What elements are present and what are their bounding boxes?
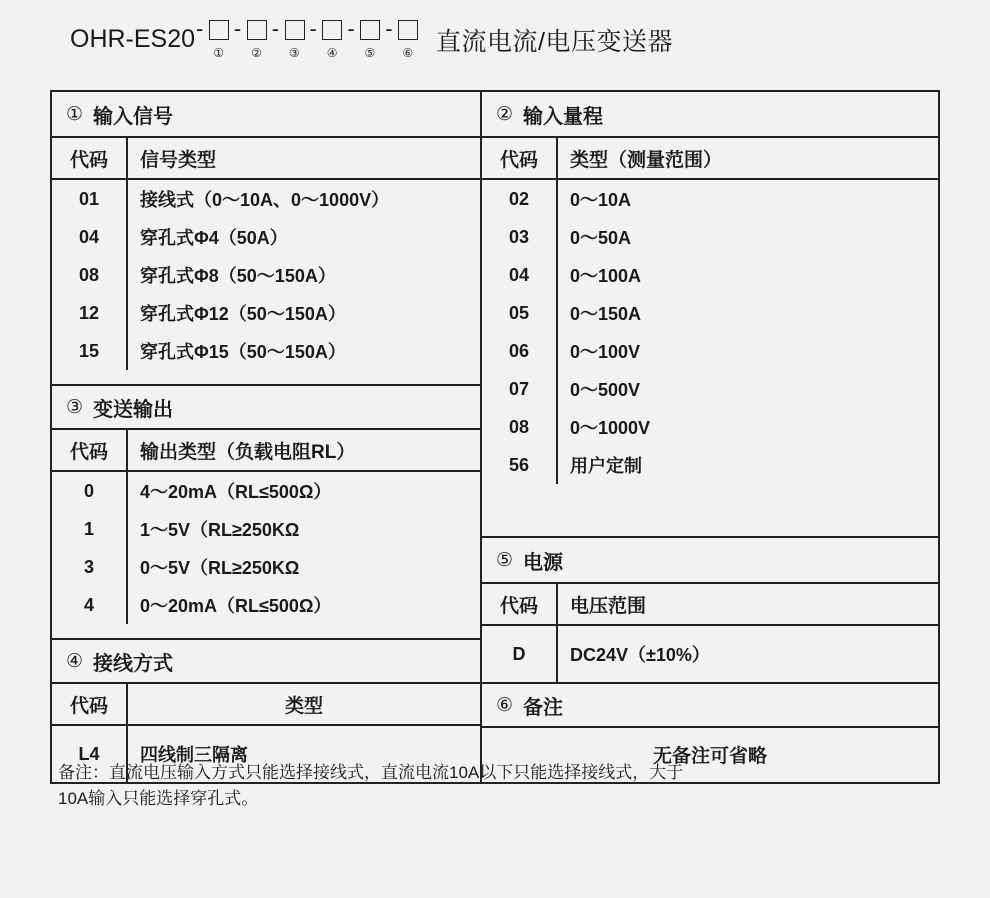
section-marker-3: ③ [66, 396, 84, 418]
section-label-input-signal: 输入信号 [93, 105, 174, 128]
section-marker-6: ⑥ [496, 694, 514, 716]
row-desc: 1～5V（RL≥250KΩ [140, 520, 300, 540]
table-row [482, 446, 938, 484]
section-title-remark [482, 682, 938, 728]
col-header-output-type: 输出类型（负载电阻RL） [140, 441, 356, 463]
row-desc: 用户定制 [570, 456, 642, 476]
col-header-voltage-range: 电压范围 [570, 595, 647, 617]
col-header-code: 代码 [482, 584, 558, 624]
row-desc: 0～50A [570, 228, 632, 248]
footer-line-2: 10A输入只能选择穿孔式。 [58, 789, 259, 809]
slot-boxes [205, 16, 422, 63]
col-header-code: 代码 [482, 138, 558, 178]
footer-note [58, 760, 948, 813]
row-desc: 0～150A [570, 304, 642, 324]
section-marker-5: ⑤ [496, 549, 514, 571]
row-desc: 0～500V [570, 380, 641, 400]
table-row [52, 180, 480, 218]
table-row [52, 294, 480, 332]
col-header-type: 信号类型 [140, 149, 217, 171]
slot-box-3[interactable] [285, 20, 305, 40]
row-code: 08 [482, 408, 558, 446]
row-code: 03 [482, 218, 558, 256]
remark-value: 无备注可省略 [652, 745, 767, 767]
slot-4[interactable] [318, 20, 346, 59]
table-row [482, 626, 938, 682]
table-row [52, 548, 480, 586]
section-label-wiring: 接线方式 [93, 652, 174, 675]
header-row-output [52, 430, 480, 472]
row-code: 01 [52, 180, 128, 218]
row-code: 0 [52, 472, 128, 510]
row-code: 4 [52, 586, 128, 624]
table-row [482, 332, 938, 370]
row-desc: 0～20mA（RL≤500Ω） [140, 596, 332, 616]
model-code: OHR-ES20 [70, 25, 196, 53]
slot-box-5[interactable] [360, 20, 380, 40]
section-title-output [52, 384, 480, 430]
slot-6[interactable] [394, 20, 422, 59]
table-row [52, 586, 480, 624]
right-column [482, 92, 938, 782]
slot-box-4[interactable] [322, 20, 342, 40]
row-code: 05 [482, 294, 558, 332]
section-label-output: 变送输出 [93, 398, 174, 421]
table-row [52, 218, 480, 256]
section-title-power [482, 538, 938, 584]
table-row [52, 256, 480, 294]
footer-line-1: 备注：直流电压输入方式只能选择接线式，直流电流10A以下只能选择接线式，大于 [58, 763, 684, 782]
col-header-code: 代码 [52, 138, 128, 178]
table-row [52, 472, 480, 510]
section-label-input-range: 输入量程 [523, 105, 604, 128]
section-gap [482, 484, 938, 538]
row-desc: 穿孔式Φ8（50～150A） [140, 266, 336, 286]
section-marker-2: ② [496, 103, 514, 125]
table-row [482, 256, 938, 294]
row-desc: 0～5V（RL≥250KΩ [140, 558, 300, 578]
row-code: 12 [52, 294, 128, 332]
row-desc: 穿孔式Φ12（50～150A） [140, 304, 346, 324]
row-desc: 0～1000V [570, 418, 651, 438]
dash-separator: - [309, 16, 318, 41]
row-code: 06 [482, 332, 558, 370]
row-code: 56 [482, 446, 558, 484]
row-desc: 0～100A [570, 266, 642, 286]
section-title-input-range [482, 92, 938, 138]
row-desc: 穿孔式Φ4（50A） [140, 228, 288, 248]
header-row-input-range [482, 138, 938, 180]
slot-number-2: ② [251, 46, 263, 60]
row-desc: 四线制三隔离 [140, 745, 248, 765]
row-code: 07 [482, 370, 558, 408]
table-row [52, 510, 480, 548]
section-label-remark: 备注 [523, 696, 564, 719]
slot-3[interactable] [281, 20, 309, 59]
row-desc: 穿孔式Φ15（50～150A） [140, 342, 346, 362]
col-header-type: 类型 [284, 695, 323, 717]
table-row [482, 218, 938, 256]
section-title-wiring [52, 638, 480, 684]
dash-separator: - [271, 16, 280, 41]
table-row [52, 332, 480, 370]
row-desc: 0～10A [570, 190, 632, 210]
row-code: 04 [482, 256, 558, 294]
section-spacer [52, 370, 480, 384]
slot-number-4: ④ [326, 46, 338, 60]
slot-2[interactable] [243, 20, 271, 59]
section-marker-4: ④ [66, 650, 84, 672]
table-row [482, 180, 938, 218]
row-desc: 0～100V [570, 342, 641, 362]
row-code: L4 [52, 726, 128, 782]
header-row-wiring [52, 684, 480, 726]
slot-1[interactable] [205, 20, 233, 59]
table-row [482, 370, 938, 408]
spec-table [50, 90, 940, 784]
header-row-power [482, 584, 938, 626]
slot-5[interactable] [356, 20, 384, 59]
dash-separator: - [196, 16, 204, 41]
row-code: 3 [52, 548, 128, 586]
row-desc: DC24V（±10%） [570, 645, 710, 665]
slot-box-1[interactable] [209, 20, 229, 40]
slot-number-5: ⑤ [364, 46, 376, 60]
slot-number-3: ③ [288, 46, 301, 60]
dash-separator: - [347, 16, 356, 41]
row-code: 1 [52, 510, 128, 548]
dash-separator: - [385, 16, 394, 41]
row-code: 02 [482, 180, 558, 218]
row-desc: 接线式（0～10A、0～1000V） [140, 190, 390, 210]
slot-box-2[interactable] [247, 20, 267, 40]
slot-number-1: ① [213, 46, 225, 60]
col-header-code: 代码 [52, 430, 128, 470]
dash-separator: - [233, 16, 242, 41]
row-desc: 4～20mA（RL≤500Ω） [140, 482, 332, 502]
left-column [52, 92, 482, 782]
col-header-code: 代码 [52, 684, 128, 724]
slot-box-6[interactable] [398, 20, 418, 40]
product-title: 直流电流/电压变送器 [436, 27, 673, 56]
col-header-range: 类型（测量范围） [570, 149, 723, 171]
section-label-power: 电源 [523, 551, 564, 574]
section-title-input-signal [52, 92, 480, 138]
section-spacer [52, 624, 480, 638]
row-code: 08 [52, 256, 128, 294]
slot-number-6: ⑥ [402, 46, 414, 60]
table-row [482, 294, 938, 332]
row-code: 15 [52, 332, 128, 370]
row-code: D [482, 626, 558, 682]
section-marker-1: ① [66, 103, 84, 125]
model-code-line [70, 16, 673, 63]
header-row-input-signal [52, 138, 480, 180]
row-code: 04 [52, 218, 128, 256]
model-header [70, 16, 673, 63]
table-row [482, 408, 938, 446]
